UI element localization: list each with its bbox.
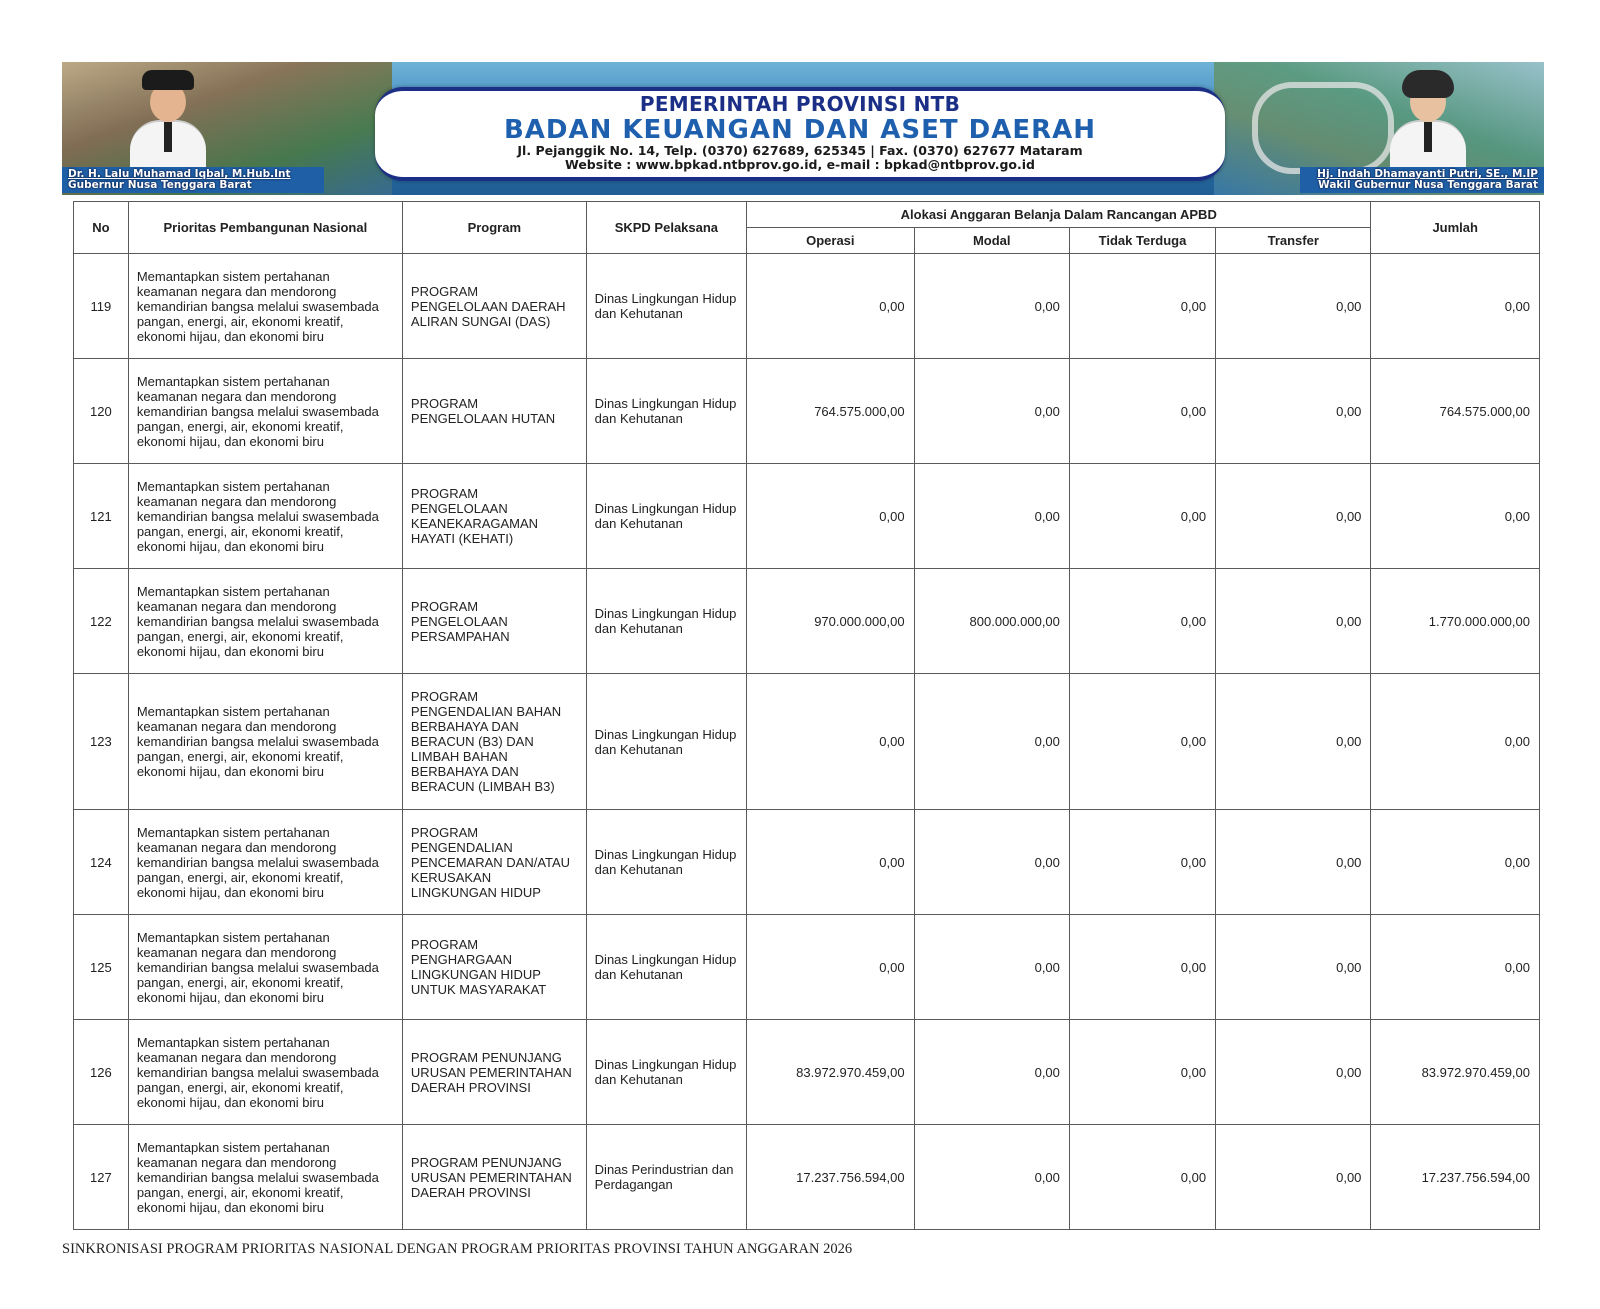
- cell-program: PROGRAM PENGELOLAAN PERSAMPAHAN: [402, 569, 586, 674]
- cell-modal: 0,00: [914, 1125, 1069, 1230]
- governor-name: Dr. H. Lalu Muhamad Iqbal, M.Hub.Int: [68, 168, 291, 180]
- cell-skpd: Dinas Lingkungan Hidup dan Kehutanan: [586, 810, 746, 915]
- cell-program: PROGRAM PENUNJANG URUSAN PEMERINTAHAN DAERAH PROVINSI: [402, 1125, 586, 1230]
- cell-tidak-terduga: 0,00: [1069, 359, 1215, 464]
- cell-no: 123: [74, 674, 129, 810]
- vice-governor-role: Wakil Gubernur Nusa Tenggara Barat: [1318, 179, 1538, 191]
- letterhead-website: Website : www.bpkad.ntbprov.go.id, e-mail : bpkad@ntbprov.go.id: [564, 157, 1035, 172]
- cell-tidak-terduga: 0,00: [1069, 569, 1215, 674]
- cell-transfer: 0,00: [1216, 674, 1371, 810]
- cell-prioritas: Memantapkan sistem pertahanan keamanan negara dan mendorong kemandirian bangsa melalui swasembada pangan, energi, air, ekonomi kreatif, ekonomi hijau, dan ekonomi biru: [128, 915, 402, 1020]
- cell-operasi: 0,00: [747, 254, 915, 359]
- circuit-track-illustration: [1252, 82, 1394, 174]
- cell-no: 127: [74, 1125, 129, 1230]
- cell-program: PROGRAM PENUNJANG URUSAN PEMERINTAHAN DAERAH PROVINSI: [402, 1020, 586, 1125]
- cell-jumlah: 83.972.970.459,00: [1371, 1020, 1540, 1125]
- cell-jumlah: 0,00: [1371, 254, 1540, 359]
- header-no: No: [74, 202, 129, 254]
- header-program: Program: [402, 202, 586, 254]
- cell-modal: 0,00: [914, 915, 1069, 1020]
- cell-transfer: 0,00: [1216, 1125, 1371, 1230]
- governor-caption: [62, 167, 324, 193]
- cell-modal: 0,00: [914, 810, 1069, 915]
- cell-program: PROGRAM PENGELOLAAN HUTAN: [402, 359, 586, 464]
- cell-skpd: Dinas Lingkungan Hidup dan Kehutanan: [586, 464, 746, 569]
- cell-operasi: 83.972.970.459,00: [747, 1020, 915, 1125]
- cell-no: 119: [74, 254, 129, 359]
- cell-transfer: 0,00: [1216, 1020, 1371, 1125]
- header-alokasi: Alokasi Anggaran Belanja Dalam Rancangan APBD: [747, 202, 1371, 228]
- cell-tidak-terduga: 0,00: [1069, 674, 1215, 810]
- header-jumlah: Jumlah: [1371, 202, 1540, 254]
- cell-prioritas: Memantapkan sistem pertahanan keamanan negara dan mendorong kemandirian bangsa melalui swasembada pangan, energi, air, ekonomi kreatif, ekonomi hijau, dan ekonomi biru: [128, 569, 402, 674]
- vice-governor-name: Hj. Indah Dhamayanti Putri, SE., M.IP: [1317, 168, 1538, 180]
- cell-transfer: 0,00: [1216, 810, 1371, 915]
- letterhead-agency-title: BADAN KEUANGAN DAN ASET DAERAH: [503, 115, 1097, 145]
- table-row: [74, 569, 1540, 674]
- vice-governor-portrait: [1384, 70, 1472, 180]
- governor-role: Gubernur Nusa Tenggara Barat: [68, 179, 252, 191]
- cell-program: PROGRAM PENGELOLAAN KEANEKARAGAMAN HAYATI (KEHATI): [402, 464, 586, 569]
- cell-prioritas: Memantapkan sistem pertahanan keamanan negara dan mendorong kemandirian bangsa melalui swasembada pangan, energi, air, ekonomi kreatif, ekonomi hijau, dan ekonomi biru: [128, 254, 402, 359]
- letterhead-banner: [62, 62, 1544, 195]
- cell-modal: 0,00: [914, 254, 1069, 359]
- cell-operasi: 0,00: [747, 464, 915, 569]
- cell-prioritas: Memantapkan sistem pertahanan keamanan negara dan mendorong kemandirian bangsa melalui swasembada pangan, energi, air, ekonomi kreatif, ekonomi hijau, dan ekonomi biru: [128, 1125, 402, 1230]
- header-transfer: Transfer: [1216, 228, 1371, 254]
- cell-operasi: 0,00: [747, 674, 915, 810]
- cell-program: PROGRAM PENGENDALIAN PENCEMARAN DAN/ATAU KERUSAKAN LINGKUNGAN HIDUP: [402, 810, 586, 915]
- header-operasi: Operasi: [747, 228, 915, 254]
- cell-transfer: 0,00: [1216, 464, 1371, 569]
- cell-no: 125: [74, 915, 129, 1020]
- table-row: [74, 254, 1540, 359]
- cell-prioritas: Memantapkan sistem pertahanan keamanan negara dan mendorong kemandirian bangsa melalui swasembada pangan, energi, air, ekonomi kreatif, ekonomi hijau, dan ekonomi biru: [128, 810, 402, 915]
- budget-table: [73, 201, 1540, 1230]
- letterhead-address: Jl. Pejanggik No. 14, Telp. (0370) 627689, 625345 | Fax. (0370) 627677 Mataram: [517, 143, 1083, 158]
- table-row: [74, 1020, 1540, 1125]
- cell-jumlah: 764.575.000,00: [1371, 359, 1540, 464]
- cell-transfer: 0,00: [1216, 569, 1371, 674]
- table-row: [74, 464, 1540, 569]
- cell-skpd: Dinas Lingkungan Hidup dan Kehutanan: [586, 915, 746, 1020]
- cell-tidak-terduga: 0,00: [1069, 254, 1215, 359]
- cell-modal: 0,00: [914, 359, 1069, 464]
- cell-no: 124: [74, 810, 129, 915]
- cell-tidak-terduga: 0,00: [1069, 1125, 1215, 1230]
- header-skpd: SKPD Pelaksana: [586, 202, 746, 254]
- cell-jumlah: 0,00: [1371, 464, 1540, 569]
- cell-tidak-terduga: 0,00: [1069, 810, 1215, 915]
- table-row: [74, 359, 1540, 464]
- cell-modal: 800.000.000,00: [914, 569, 1069, 674]
- cell-operasi: 17.237.756.594,00: [747, 1125, 915, 1230]
- header-modal: Modal: [914, 228, 1069, 254]
- cell-jumlah: 17.237.756.594,00: [1371, 1125, 1540, 1230]
- cell-transfer: 0,00: [1216, 915, 1371, 1020]
- cell-prioritas: Memantapkan sistem pertahanan keamanan negara dan mendorong kemandirian bangsa melalui swasembada pangan, energi, air, ekonomi kreatif, ekonomi hijau, dan ekonomi biru: [128, 674, 402, 810]
- cell-program: PROGRAM PENGHARGAAN LINGKUNGAN HIDUP UNTUK MASYARAKAT: [402, 915, 586, 1020]
- governor-portrait: [124, 70, 212, 180]
- cell-no: 126: [74, 1020, 129, 1125]
- table-row: [74, 915, 1540, 1020]
- cell-skpd: Dinas Lingkungan Hidup dan Kehutanan: [586, 1020, 746, 1125]
- table-row: [74, 1125, 1540, 1230]
- cell-skpd: Dinas Lingkungan Hidup dan Kehutanan: [586, 254, 746, 359]
- cell-transfer: 0,00: [1216, 254, 1371, 359]
- cell-skpd: Dinas Perindustrian dan Perdagangan: [586, 1125, 746, 1230]
- cell-skpd: Dinas Lingkungan Hidup dan Kehutanan: [586, 359, 746, 464]
- cell-transfer: 0,00: [1216, 359, 1371, 464]
- cell-jumlah: 0,00: [1371, 810, 1540, 915]
- cell-no: 121: [74, 464, 129, 569]
- cell-prioritas: Memantapkan sistem pertahanan keamanan negara dan mendorong kemandirian bangsa melalui swasembada pangan, energi, air, ekonomi kreatif, ekonomi hijau, dan ekonomi biru: [128, 359, 402, 464]
- cell-operasi: 0,00: [747, 915, 915, 1020]
- cell-prioritas: Memantapkan sistem pertahanan keamanan negara dan mendorong kemandirian bangsa melalui swasembada pangan, energi, air, ekonomi kreatif, ekonomi hijau, dan ekonomi biru: [128, 1020, 402, 1125]
- cell-jumlah: 1.770.000.000,00: [1371, 569, 1540, 674]
- table-row: [74, 810, 1540, 915]
- cell-operasi: 764.575.000,00: [747, 359, 915, 464]
- cell-jumlah: 0,00: [1371, 915, 1540, 1020]
- cell-no: 120: [74, 359, 129, 464]
- cell-operasi: 970.000.000,00: [747, 569, 915, 674]
- cell-tidak-terduga: 0,00: [1069, 915, 1215, 1020]
- cell-tidak-terduga: 0,00: [1069, 464, 1215, 569]
- cell-jumlah: 0,00: [1371, 674, 1540, 810]
- letterhead-title-box: [375, 87, 1225, 181]
- cell-program: PROGRAM PENGENDALIAN BAHAN BERBAHAYA DAN BERACUN (B3) DAN LIMBAH BAHAN BERBAHAYA DAN BERACUN (LIMBAH B3): [402, 674, 586, 810]
- cell-modal: 0,00: [914, 1020, 1069, 1125]
- cell-no: 122: [74, 569, 129, 674]
- cell-program: PROGRAM PENGELOLAAN DAERAH ALIRAN SUNGAI (DAS): [402, 254, 586, 359]
- page-footer: SINKRONISASI PROGRAM PRIORITAS NASIONAL DENGAN PROGRAM PRIORITAS PROVINSI TAHUN ANGGARAN 2026: [62, 1241, 853, 1257]
- letterhead-government-title: PEMERINTAH PROVINSI NTB: [639, 92, 961, 116]
- cell-prioritas: Memantapkan sistem pertahanan keamanan negara dan mendorong kemandirian bangsa melalui swasembada pangan, energi, air, ekonomi kreatif, ekonomi hijau, dan ekonomi biru: [128, 464, 402, 569]
- vice-governor-caption: [1300, 167, 1544, 193]
- table-row: [74, 674, 1540, 810]
- header-prioritas: Prioritas Pembangunan Nasional: [128, 202, 402, 254]
- cell-modal: 0,00: [914, 464, 1069, 569]
- header-tidak-terduga: Tidak Terduga: [1069, 228, 1215, 254]
- cell-modal: 0,00: [914, 674, 1069, 810]
- cell-operasi: 0,00: [747, 810, 915, 915]
- cell-skpd: Dinas Lingkungan Hidup dan Kehutanan: [586, 674, 746, 810]
- cell-tidak-terduga: 0,00: [1069, 1020, 1215, 1125]
- cell-skpd: Dinas Lingkungan Hidup dan Kehutanan: [586, 569, 746, 674]
